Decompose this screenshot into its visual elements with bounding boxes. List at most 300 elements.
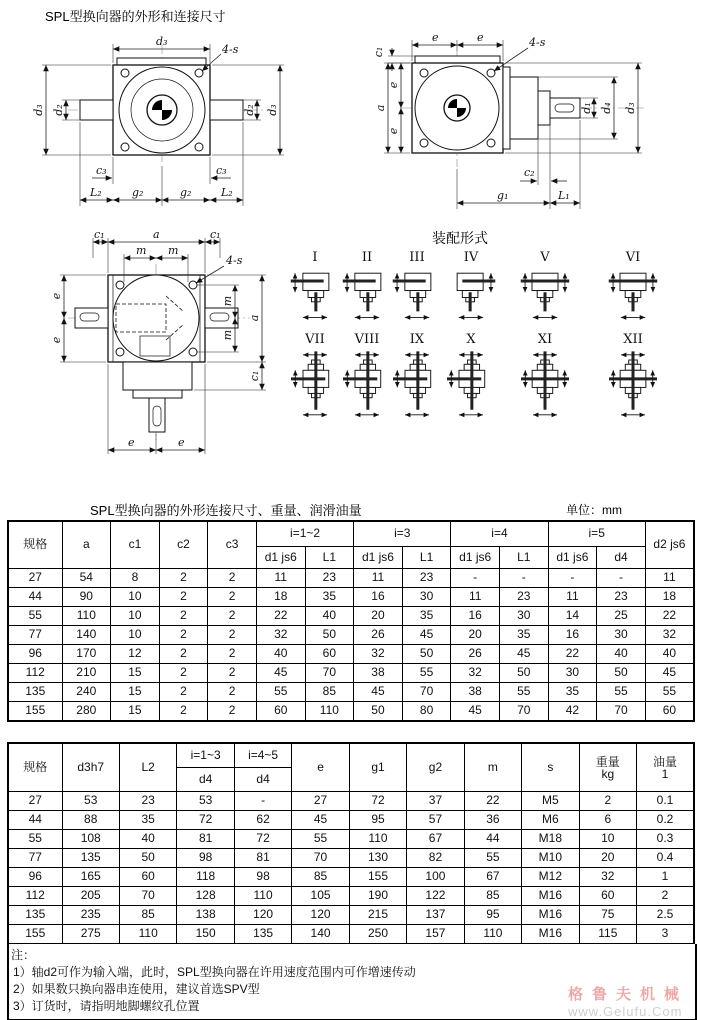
table-cell: 120 bbox=[234, 906, 291, 925]
table-cell: 85 bbox=[464, 887, 521, 906]
table-cell: 137 bbox=[407, 906, 464, 925]
table-cell: 23 bbox=[597, 588, 646, 607]
gearbox-vertical-left-icon bbox=[289, 348, 341, 420]
table-cell: 50 bbox=[597, 664, 646, 683]
table-cell: 27 bbox=[8, 569, 62, 588]
table-cell: 0.3 bbox=[637, 830, 694, 849]
table-cell: 120 bbox=[292, 906, 349, 925]
shaft-right bbox=[210, 100, 243, 120]
table-cell: - bbox=[234, 792, 291, 811]
gearbox-vertical-through-icon bbox=[519, 348, 571, 420]
table-row bbox=[8, 607, 694, 626]
table-cell: 1 bbox=[637, 868, 694, 887]
table-cell: 32 bbox=[645, 626, 694, 645]
table-cell: 100 bbox=[407, 868, 464, 887]
table-row bbox=[8, 626, 694, 645]
table-cell: 23 bbox=[305, 569, 354, 588]
assembly-form-item bbox=[445, 332, 497, 420]
table-cell: 22 bbox=[256, 607, 305, 626]
table-cell: 16 bbox=[354, 588, 403, 607]
table-cell: 98 bbox=[177, 849, 234, 868]
table-cell: 215 bbox=[349, 906, 406, 925]
assembly-form-item bbox=[519, 332, 571, 420]
dimensions-table-1 bbox=[7, 520, 695, 722]
table-cell: 26 bbox=[451, 645, 500, 664]
dim-label: d₃ bbox=[266, 104, 279, 116]
table-cell: 138 bbox=[177, 906, 234, 925]
table-cell: M10 bbox=[522, 849, 579, 868]
table-cell: 50 bbox=[305, 626, 354, 645]
assembly-form-label: II bbox=[361, 250, 373, 265]
table-row bbox=[8, 868, 694, 887]
table-cell: - bbox=[548, 569, 597, 588]
table-cell: 11 bbox=[354, 569, 403, 588]
table-row bbox=[8, 849, 694, 868]
table-cell: 110 bbox=[305, 702, 354, 722]
table-cell: 110 bbox=[62, 607, 111, 626]
table-cell: 40 bbox=[305, 607, 354, 626]
table-cell: 118 bbox=[177, 868, 234, 887]
bearing-housing bbox=[510, 77, 538, 139]
table-cell: 0.2 bbox=[637, 811, 694, 830]
table-cell: 26 bbox=[354, 626, 403, 645]
col-group-i4: i=4 bbox=[451, 521, 548, 547]
table-cell: 205 bbox=[62, 887, 119, 906]
table-cell: 72 bbox=[349, 792, 406, 811]
bolt-hole bbox=[195, 143, 203, 151]
dim-label: 4-s bbox=[222, 43, 239, 56]
table-cell: 53 bbox=[62, 792, 119, 811]
assembly-form-item bbox=[289, 250, 341, 322]
table-cell: 45 bbox=[499, 645, 548, 664]
table-cell: 2.5 bbox=[637, 906, 694, 925]
assembly-form-item bbox=[341, 332, 393, 420]
table-cell: 108 bbox=[62, 830, 119, 849]
table-cell: 280 bbox=[62, 702, 111, 722]
oil-label: 油量 bbox=[653, 754, 678, 769]
col-header-s: s bbox=[522, 743, 579, 792]
table-cell: 250 bbox=[349, 925, 406, 945]
table-cell: 67 bbox=[407, 830, 464, 849]
table-cell: M6 bbox=[522, 811, 579, 830]
table-cell: - bbox=[499, 569, 548, 588]
dim-label: m bbox=[221, 295, 234, 307]
dim-label: e bbox=[387, 81, 400, 89]
table-cell: 115 bbox=[579, 925, 636, 945]
table-cell: 10 bbox=[579, 830, 636, 849]
col-header-a: a bbox=[62, 521, 111, 569]
table-cell: 2 bbox=[159, 683, 208, 702]
table-cell: 15 bbox=[111, 664, 160, 683]
weight-unit: kg bbox=[601, 766, 615, 781]
table-cell: 20 bbox=[354, 607, 403, 626]
table-cell: 27 bbox=[292, 792, 349, 811]
table-cell: 16 bbox=[548, 626, 597, 645]
table-cell: 23 bbox=[499, 588, 548, 607]
gearbox-shaft-right-down-icon bbox=[445, 266, 497, 322]
table-cell: 44 bbox=[464, 830, 521, 849]
table-cell: 30 bbox=[548, 664, 597, 683]
assembly-form-label: VIII bbox=[354, 332, 380, 347]
dim-label: d₂ bbox=[243, 104, 256, 116]
table-cell: 130 bbox=[349, 849, 406, 868]
table-cell: 2 bbox=[159, 702, 208, 722]
table-cell: 42 bbox=[548, 702, 597, 722]
assembly-form-label: III bbox=[409, 250, 425, 265]
dim-label: a bbox=[374, 104, 387, 112]
table-cell: 54 bbox=[62, 569, 111, 588]
table-row bbox=[8, 569, 694, 588]
table-cell: 0.4 bbox=[637, 849, 694, 868]
table-row bbox=[8, 906, 694, 925]
assembly-form-item bbox=[391, 250, 443, 322]
table-cell: 55 bbox=[292, 830, 349, 849]
table-cell: 60 bbox=[119, 868, 176, 887]
table-cell: 50 bbox=[402, 645, 451, 664]
dim-label: g₁ bbox=[497, 189, 509, 202]
table-cell: 37 bbox=[407, 792, 464, 811]
col-header-L1: L1 bbox=[305, 547, 354, 569]
dim-label: d₂ bbox=[52, 104, 65, 116]
table-cell: 14 bbox=[548, 607, 597, 626]
table-cell: 16 bbox=[451, 607, 500, 626]
dim-label: 4-s bbox=[226, 254, 243, 267]
table-cell: 10 bbox=[111, 588, 160, 607]
table-cell: 122 bbox=[407, 887, 464, 906]
dim-label: m bbox=[168, 244, 179, 257]
notes-label: 注： bbox=[11, 948, 36, 962]
bolt-hole bbox=[420, 139, 428, 147]
dim-label: e bbox=[477, 31, 484, 44]
table-cell: 2 bbox=[159, 588, 208, 607]
table-cell: 20 bbox=[451, 626, 500, 645]
assembly-form-item bbox=[391, 332, 443, 420]
table-cell: 275 bbox=[62, 925, 119, 945]
table-cell: 45 bbox=[402, 626, 451, 645]
dimensions-table-2 bbox=[7, 742, 695, 945]
table-cell: 77 bbox=[8, 849, 62, 868]
table-cell: 110 bbox=[119, 925, 176, 945]
table-cell: 10 bbox=[111, 607, 160, 626]
table-cell: 6 bbox=[579, 811, 636, 830]
col-header-d4: d4 bbox=[177, 768, 234, 792]
bolt-hole bbox=[195, 69, 203, 77]
table-cell: 40 bbox=[256, 645, 305, 664]
col-header-d2js6: d2 js6 bbox=[645, 521, 694, 569]
watermark-brand: 格鲁夫机械 bbox=[568, 986, 689, 1003]
dim-label: a bbox=[153, 228, 160, 241]
col-header-c2: c2 bbox=[159, 521, 208, 569]
table-cell: 235 bbox=[62, 906, 119, 925]
table-cell: 50 bbox=[119, 849, 176, 868]
table-cell: 15 bbox=[111, 702, 160, 722]
table-cell: 55 bbox=[645, 683, 694, 702]
output-shaft bbox=[550, 98, 580, 118]
table-cell: 157 bbox=[407, 925, 464, 945]
table-cell: 150 bbox=[177, 925, 234, 945]
table-cell: 55 bbox=[499, 683, 548, 702]
dim-label: 4-s bbox=[529, 36, 546, 49]
table-cell: 40 bbox=[597, 645, 646, 664]
table-cell: M12 bbox=[522, 868, 579, 887]
dim-label: c₃ bbox=[96, 164, 107, 177]
assembly-form-item bbox=[607, 250, 659, 322]
gearbox-shaft-left-down-icon bbox=[289, 266, 341, 322]
table-cell: 81 bbox=[177, 830, 234, 849]
bolt-hole bbox=[189, 281, 197, 289]
col-group-i5: i=5 bbox=[548, 521, 645, 547]
table-cell: 40 bbox=[119, 830, 176, 849]
table-cell: 11 bbox=[451, 588, 500, 607]
dim-label: d₃ bbox=[624, 102, 637, 114]
col-header-L1: L1 bbox=[402, 547, 451, 569]
table-cell: 85 bbox=[119, 906, 176, 925]
table-cell: 165 bbox=[62, 868, 119, 887]
note-item: 1）轴d2可作为输入端，此时，SPL型换向器在许用速度范围内可作增速传动 bbox=[13, 965, 416, 979]
table-cell: 27 bbox=[8, 792, 62, 811]
table-cell: 22 bbox=[548, 645, 597, 664]
table-row bbox=[8, 925, 694, 945]
col-header-d1js6: d1 js6 bbox=[451, 547, 500, 569]
table-cell: 70 bbox=[402, 683, 451, 702]
col-header-weight bbox=[579, 743, 636, 792]
table-cell: 210 bbox=[62, 664, 111, 683]
table-cell: 110 bbox=[464, 925, 521, 945]
table-cell: M18 bbox=[522, 830, 579, 849]
shaft-left bbox=[80, 100, 113, 120]
col-header-g2: g2 bbox=[407, 743, 464, 792]
table-cell: 45 bbox=[645, 664, 694, 683]
table-cell: 2 bbox=[208, 607, 257, 626]
table-cell: 2 bbox=[159, 664, 208, 683]
table-cell: 18 bbox=[256, 588, 305, 607]
table-cell: 90 bbox=[62, 588, 111, 607]
table-cell: 2 bbox=[159, 626, 208, 645]
table-cell: M5 bbox=[522, 792, 579, 811]
dim-label: g₂ bbox=[180, 186, 192, 199]
table-row bbox=[8, 887, 694, 906]
table-cell: 67 bbox=[464, 868, 521, 887]
table-cell: 62 bbox=[234, 811, 291, 830]
table-row bbox=[8, 811, 694, 830]
notes-box bbox=[7, 944, 697, 1020]
dim-label: c₁ bbox=[372, 46, 385, 58]
table-cell: M16 bbox=[522, 925, 579, 945]
assembly-form-item bbox=[289, 332, 341, 420]
table-cell: 30 bbox=[597, 626, 646, 645]
table-cell: 135 bbox=[8, 906, 62, 925]
table-cell: 32 bbox=[451, 664, 500, 683]
table-cell: 18 bbox=[645, 588, 694, 607]
dim-label: d₃ bbox=[32, 104, 45, 116]
table-cell: 110 bbox=[349, 830, 406, 849]
dim-label: e bbox=[432, 31, 439, 44]
table-cell: 25 bbox=[597, 607, 646, 626]
table-row bbox=[8, 830, 694, 849]
col-group-i1-3: i=1~3 bbox=[177, 743, 234, 768]
shaft-down bbox=[149, 398, 165, 432]
table-cell: 45 bbox=[256, 664, 305, 683]
note-item: 3）订货时，请指明地脚螺纹孔位置 bbox=[13, 999, 200, 1013]
assembly-form-label: VI bbox=[625, 250, 641, 265]
table-cell: 96 bbox=[8, 645, 62, 664]
table-cell: 80 bbox=[402, 702, 451, 722]
assembly-section-title: 装配形式 bbox=[432, 230, 488, 246]
assembly-form-label: XI bbox=[537, 332, 553, 347]
table-cell: 2 bbox=[159, 607, 208, 626]
table-cell: 12 bbox=[111, 645, 160, 664]
bolt-hole bbox=[116, 281, 124, 289]
table-cell: 105 bbox=[292, 887, 349, 906]
table-cell: 50 bbox=[499, 664, 548, 683]
table-cell: 40 bbox=[645, 645, 694, 664]
dim-label: d₃ bbox=[156, 35, 168, 48]
table-cell: 35 bbox=[402, 607, 451, 626]
table-cell: 70 bbox=[597, 702, 646, 722]
table-cell: 55 bbox=[8, 830, 62, 849]
table-cell: 11 bbox=[645, 569, 694, 588]
table-cell: 85 bbox=[305, 683, 354, 702]
table-cell: 44 bbox=[8, 588, 62, 607]
assembly-form-item bbox=[607, 332, 659, 420]
assembly-form-label: IV bbox=[463, 250, 479, 265]
table-cell: 75 bbox=[579, 906, 636, 925]
table-row bbox=[8, 683, 694, 702]
gearbox-shaft-left-down-icon bbox=[391, 266, 443, 322]
assembly-form-label: V bbox=[540, 250, 550, 265]
table-cell: 60 bbox=[645, 702, 694, 722]
dim-label: e bbox=[387, 127, 400, 135]
table-cell: 32 bbox=[256, 626, 305, 645]
col-header-d1js6: d1 js6 bbox=[548, 547, 597, 569]
table-cell: 155 bbox=[8, 702, 62, 722]
table-cell: 44 bbox=[8, 811, 62, 830]
unit-label: 单位：mm bbox=[566, 503, 622, 517]
dim-label: d₁ bbox=[580, 102, 593, 114]
table-cell: 135 bbox=[8, 683, 62, 702]
col-header-spec: 规格 bbox=[8, 743, 62, 792]
dim-label: c₂ bbox=[524, 166, 535, 179]
table-cell: 81 bbox=[234, 849, 291, 868]
table-cell: 240 bbox=[62, 683, 111, 702]
bolt-hole bbox=[420, 69, 428, 77]
table-cell: 85 bbox=[292, 868, 349, 887]
table-cell: 32 bbox=[354, 645, 403, 664]
table-cell: 3 bbox=[637, 925, 694, 945]
table-cell: 135 bbox=[62, 849, 119, 868]
table-cell: 98 bbox=[234, 868, 291, 887]
col-header-L1: L1 bbox=[499, 547, 548, 569]
table-cell: - bbox=[451, 569, 500, 588]
table-cell: 60 bbox=[305, 645, 354, 664]
bolt-hole bbox=[487, 139, 495, 147]
gearbox-vertical-left-icon bbox=[391, 348, 443, 420]
dim-label: e bbox=[50, 292, 63, 300]
table-cell: 155 bbox=[349, 868, 406, 887]
col-group-i3: i=3 bbox=[354, 521, 451, 547]
table-cell: 23 bbox=[402, 569, 451, 588]
col-header-c3: c3 bbox=[208, 521, 257, 569]
table-cell: 23 bbox=[119, 792, 176, 811]
table-cell: 112 bbox=[8, 664, 62, 683]
col-header-d3h7: d3h7 bbox=[62, 743, 119, 792]
col-header-d4: d4 bbox=[597, 547, 646, 569]
gearbox-vertical-left-icon bbox=[341, 348, 393, 420]
table-cell: 70 bbox=[499, 702, 548, 722]
dim-label: a bbox=[248, 314, 261, 322]
col-header-c1: c1 bbox=[111, 521, 160, 569]
table-cell: 55 bbox=[597, 683, 646, 702]
gearbox-vertical-left-icon bbox=[445, 348, 497, 420]
table-cell: 70 bbox=[292, 849, 349, 868]
table-cell: 2 bbox=[208, 664, 257, 683]
table-cell: 55 bbox=[256, 683, 305, 702]
col-header-e: e bbox=[292, 743, 349, 792]
dim-label: m bbox=[136, 244, 147, 257]
col-header-d1js6: d1 js6 bbox=[354, 547, 403, 569]
col-header-d4: d4 bbox=[234, 768, 291, 792]
col-header-oil bbox=[637, 743, 694, 792]
table-cell: 55 bbox=[402, 664, 451, 683]
assembly-form-label: I bbox=[312, 250, 318, 265]
table-cell: 2 bbox=[208, 626, 257, 645]
table-cell: 128 bbox=[177, 887, 234, 906]
table-cell: 35 bbox=[119, 811, 176, 830]
bottom-housing bbox=[123, 362, 192, 390]
table-cell: 30 bbox=[499, 607, 548, 626]
side-view-drawing bbox=[352, 25, 702, 225]
bolt-hole bbox=[487, 69, 495, 77]
table-cell: 72 bbox=[234, 830, 291, 849]
dim-label: L₂ bbox=[221, 186, 233, 199]
table-cell: 2 bbox=[208, 683, 257, 702]
bolt-hole bbox=[121, 69, 129, 77]
table-cell: 60 bbox=[579, 887, 636, 906]
table-cell: 45 bbox=[451, 702, 500, 722]
table-cell: 45 bbox=[292, 811, 349, 830]
table-cell: M16 bbox=[522, 887, 579, 906]
table-cell: 57 bbox=[407, 811, 464, 830]
dim-label: d₄ bbox=[600, 102, 613, 114]
assembly-form-label: IX bbox=[409, 332, 425, 347]
table-cell: 2 bbox=[637, 887, 694, 906]
table-cell: - bbox=[597, 569, 646, 588]
table-cell: 55 bbox=[464, 849, 521, 868]
dim-label: e bbox=[50, 336, 63, 344]
gearbox-shaft-left-down-icon bbox=[341, 266, 393, 322]
table-cell: 8 bbox=[111, 569, 160, 588]
assembly-forms-grid bbox=[288, 250, 702, 420]
table-cell: 50 bbox=[354, 702, 403, 722]
assembly-form-label: X bbox=[466, 332, 476, 347]
table-cell: 112 bbox=[8, 887, 62, 906]
table-cell: 2 bbox=[208, 702, 257, 722]
table-cell: 10 bbox=[111, 626, 160, 645]
table1-title: SPL型换向器的外形连接尺寸、重量、润滑油量 bbox=[90, 503, 362, 518]
dim-label: L₁ bbox=[558, 189, 570, 202]
table-cell: 11 bbox=[548, 588, 597, 607]
table-cell: 30 bbox=[402, 588, 451, 607]
table-cell: 140 bbox=[62, 626, 111, 645]
table-cell: 70 bbox=[305, 664, 354, 683]
dim-label: c₁ bbox=[94, 228, 105, 241]
dim-label: c₁ bbox=[210, 228, 221, 241]
table-cell: 70 bbox=[119, 887, 176, 906]
front-view-drawing bbox=[28, 30, 328, 228]
col-header-g1: g1 bbox=[349, 743, 406, 792]
col-header-d1js6: d1 js6 bbox=[256, 547, 305, 569]
table-cell: 77 bbox=[8, 626, 62, 645]
